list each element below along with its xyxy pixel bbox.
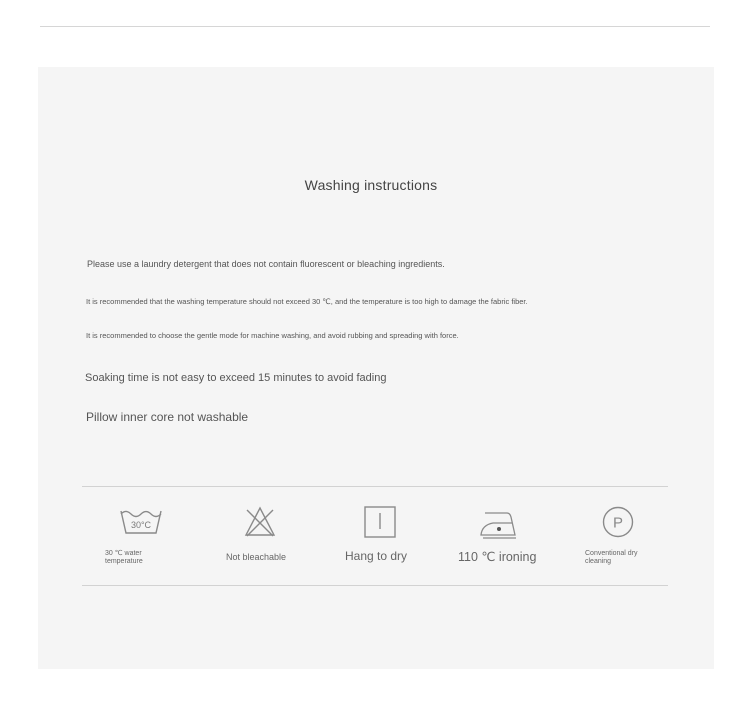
iron-label: 110 ℃ ironing bbox=[458, 550, 537, 564]
no-bleach-icon bbox=[243, 505, 277, 539]
wash-temp-symbol: 30°C bbox=[130, 520, 152, 530]
page-title: Washing instructions bbox=[304, 177, 438, 193]
hang-dry-icon bbox=[363, 505, 397, 541]
top-divider bbox=[40, 26, 710, 27]
dry-clean-label: Conventional dry cleaning bbox=[585, 550, 638, 565]
wash-temp-label: 30 ℃ water temperature bbox=[105, 550, 143, 565]
instruction-temperature: It is recommended that the washing temperature should not exceed 30 ℃, and the temperature is too high to damage the fabric fiber. bbox=[86, 297, 528, 306]
no-bleach-label: Not bleachable bbox=[226, 552, 287, 562]
care-symbols-top-divider bbox=[82, 486, 668, 487]
dry-clean-p-icon bbox=[601, 505, 635, 539]
dry-clean-symbol: P bbox=[612, 514, 624, 532]
instruction-detergent: Please use a laundry detergent that does not contain fluorescent or bleaching ingredients. bbox=[87, 259, 445, 269]
instruction-soaking: Soaking time is not easy to exceed 15 minutes to avoid fading bbox=[85, 372, 387, 384]
care-symbols-bottom-divider bbox=[82, 585, 668, 586]
wash-tub-30-icon bbox=[118, 505, 164, 539]
iron-icon bbox=[479, 505, 519, 541]
hang-dry-label: Hang to dry bbox=[345, 549, 408, 563]
instruction-pillow-core: Pillow inner core not washable bbox=[86, 410, 249, 424]
washing-instructions-panel bbox=[38, 67, 714, 669]
instruction-gentle-mode: It is recommended to choose the gentle mode for machine washing, and avoid rubbing and spreading with force. bbox=[86, 331, 459, 340]
